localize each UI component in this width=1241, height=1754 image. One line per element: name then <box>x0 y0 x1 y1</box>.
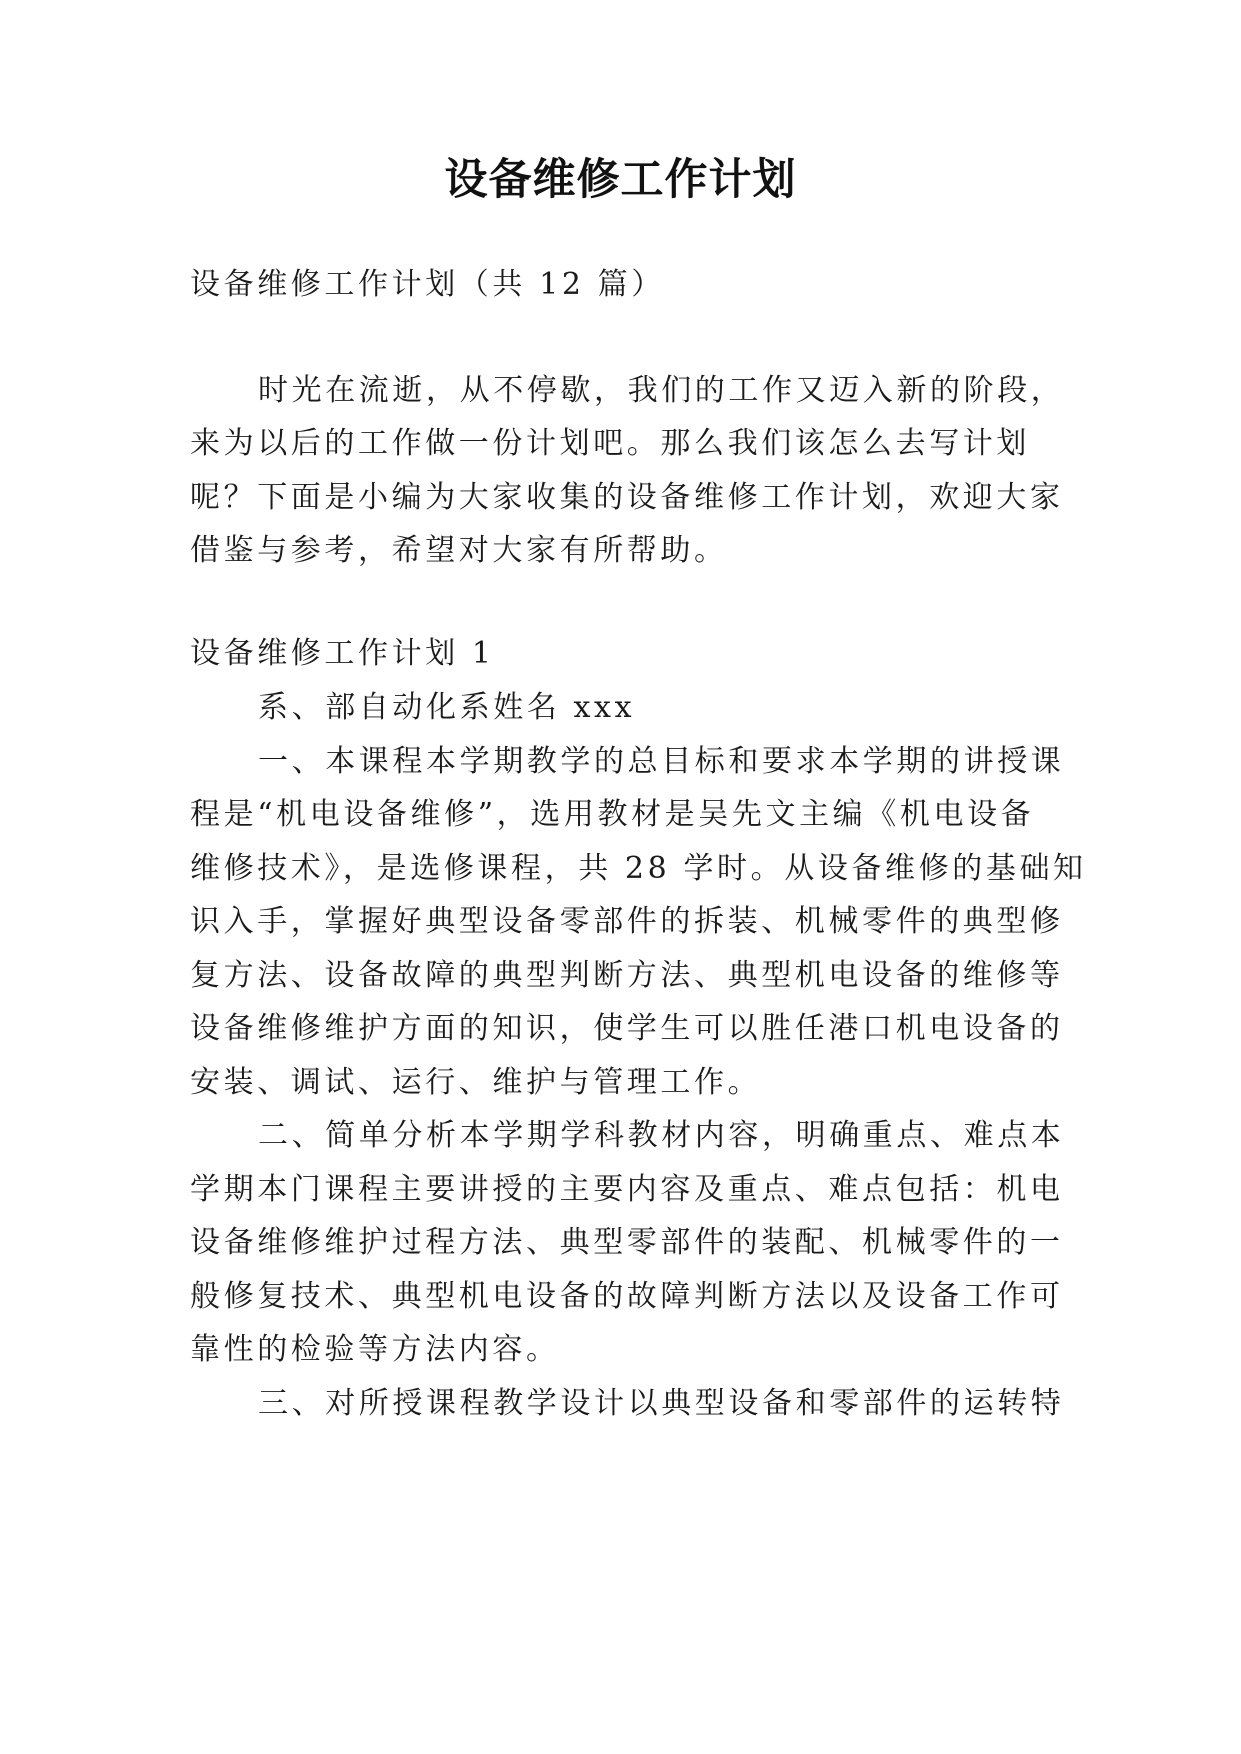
document-title: 设备维修工作计划 <box>444 155 797 205</box>
paragraph-line: 识入手，掌握好典型设备零部件的拆装、机械零件的典型修 <box>190 904 1064 939</box>
paragraph-line: 复方法、设备故障的典型判断方法、典型机电设备的维修等 <box>190 958 1064 993</box>
paragraph-line: 维修技术》，是选修课程，共 28 学时。从设备维修的基础知 <box>190 851 1087 886</box>
paragraph-line: 设备维修维护过程方法、典型零部件的装配、机械零件的一 <box>190 1225 1064 1260</box>
paragraph-line: 呢？下面是小编为大家收集的设备维修工作计划，欢迎大家 <box>190 480 1064 515</box>
section-heading: 设备维修工作计划 1 <box>190 636 495 671</box>
paragraph-line: 设备维修维护方面的知识，使学生可以胜任港口机电设备的 <box>190 1011 1064 1046</box>
paragraph-line: 学期本门课程主要讲授的主要内容及重点、难点包括：机电 <box>190 1172 1064 1207</box>
paragraph-line: 安装、调试、运行、维护与管理工作。 <box>190 1065 762 1100</box>
paragraph-line: 般修复技术、典型机电设备的故障判断方法以及设备工作可 <box>190 1279 1064 1314</box>
paragraph-line: 靠性的检验等方法内容。 <box>190 1332 560 1367</box>
paragraph-line: 一、本课程本学期教学的总目标和要求本学期的讲授课 <box>258 744 1065 779</box>
paragraph-line: 三、对所授课程教学设计以典型设备和零部件的运转特 <box>258 1386 1065 1421</box>
paragraph-line: 来为以后的工作做一份计划吧。那么我们该怎么去写计划 <box>190 426 1030 461</box>
paragraph-line: 二、简单分析本学期学科教材内容，明确重点、难点本 <box>258 1118 1065 1153</box>
paragraph-line: 借鉴与参考，希望对大家有所帮助。 <box>190 533 728 568</box>
document-subtitle: 设备维修工作计划（共 12 篇） <box>190 267 665 302</box>
author-line: 系、部自动化系姓名 xxx <box>258 690 636 725</box>
paragraph-line: 程是“机电设备维修”，选用教材是吴先文主编《机电设备 <box>190 797 1035 832</box>
paragraph-line: 时光在流逝，从不停歇，我们的工作又迈入新的阶段， <box>258 373 1065 408</box>
